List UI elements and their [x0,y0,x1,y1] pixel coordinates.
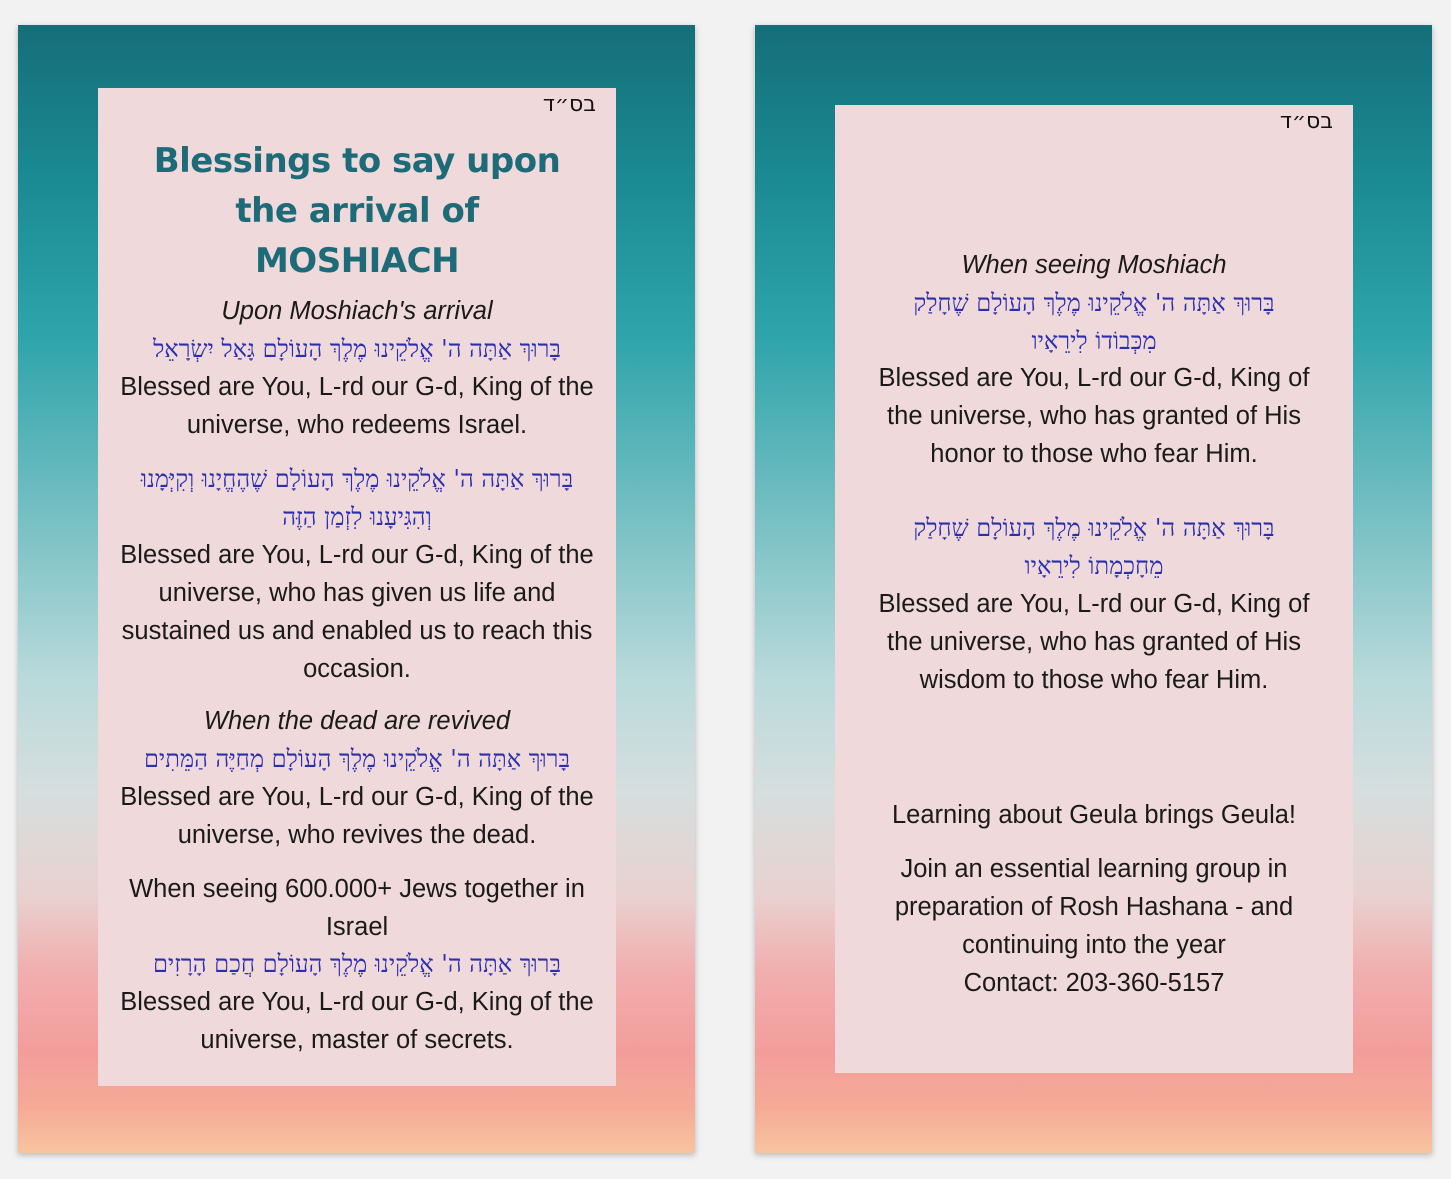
english-line: occasion. [303,655,411,683]
english-line: the universe, who has granted of His [887,402,1301,430]
english-line: universe, who revives the dead. [177,821,537,849]
join-line: preparation of Rosh Hashana - and [894,893,1294,921]
hebrew-blessing [98,330,616,368]
join-line: Join an essential learning group in [900,855,1288,883]
section-heading [98,870,616,946]
english-line: Blessed are You, L-rd our G-d, King of [878,590,1310,618]
english-line: Blessed are You, L-rd our G-d, King of [878,364,1310,392]
hebrew-line: בָּרוּךְ אַתָּה ה' אֱלֹקֵינוּ מֶלֶךְ הָעוֹלָם גָּאַל יִשְׂרָאֵל [153,335,561,363]
page-title [98,136,616,286]
left-card [18,25,695,1153]
hebrew-line: בָּרוּךְ אַתָּה ה' אֱלֹקֵינוּ מֶלֶךְ הָעוֹלָם שֶׁחָלַק [913,514,1275,542]
hebrew-blessing [835,284,1353,360]
hebrew-line: בָּרוּךְ אַתָּה ה' אֱלֹקֵינוּ מֶלֶךְ הָעוֹלָם חֲכַם הָרָזִים [152,950,562,978]
section-heading: When seeing Moshiach [961,251,1227,279]
english-line: Blessed are You, L-rd our G-d, King of the [120,988,594,1016]
english-blessing [98,368,616,444]
english-line: the universe, who has granted of His [887,628,1301,656]
english-blessing [98,536,616,688]
hebrew-line: בָּרוּךְ אַתָּה ה' אֱלֹקֵינוּ מֶלֶךְ הָעוֹלָם שֶׁחָלַק [913,289,1275,317]
heading-line: Israel [325,913,389,941]
hebrew-line: בָּרוּךְ אַתָּה ה' אֱלֹקֵינוּ מֶלֶךְ הָעוֹלָם שֶׁהֶחֱיָנוּ וְקִיְּמָנוּ [140,465,574,493]
hebrew-blessing [835,509,1353,585]
hebrew-blessing [98,460,616,536]
left-card-panel [98,88,616,1086]
english-line: Blessed are You, L-rd our G-d, King of the [120,373,594,401]
hebrew-blessing [98,945,616,983]
english-line: universe, who redeems Israel. [186,411,528,439]
join-line: continuing into the year [962,931,1226,959]
english-blessing [835,359,1353,473]
english-line: universe, master of secrets. [200,1026,514,1054]
contact-line: Contact: 203-360-5157 [963,969,1225,997]
section-heading: When the dead are revived [203,707,511,735]
english-line: Blessed are You, L-rd our G-d, King of the [120,541,594,569]
hebrew-blessing [98,740,616,778]
hebrew-line: מִכְּבוֹדוֹ לִירֵאָיו [1031,327,1157,355]
join-group-info [835,850,1353,1002]
english-blessing [98,778,616,854]
bsd-mark: בס״ד [542,92,596,117]
english-blessing [835,585,1353,699]
title-line: the arrival of [235,191,479,231]
right-card [755,25,1432,1153]
right-card-panel [835,105,1353,1073]
english-blessing [98,983,616,1059]
english-line: wisdom to those who fear Him. [919,666,1269,694]
english-line: universe, who has given us life and [158,579,556,607]
english-line: sustained us and enabled us to reach this [121,617,593,645]
heading-line: When seeing 600.000+ Jews together in [129,875,585,903]
title-line: Blessings to say upon [153,141,561,181]
english-line: Blessed are You, L-rd our G-d, King of the [120,783,594,811]
bsd-mark: בס״ד [1279,109,1333,134]
hebrew-line: וְהִגִּיעָנוּ לִזְמַן הַזֶּה [282,503,432,531]
learning-line: Learning about Geula brings Geula! [891,801,1297,829]
english-line: honor to those who fear Him. [930,440,1258,468]
hebrew-line: בָּרוּךְ אַתָּה ה' אֱלֹקֵינוּ מֶלֶךְ הָעוֹלָם מְחַיֶּה הַמֵּתִים [143,745,571,773]
title-line: MOSHIACH [254,241,460,281]
hebrew-line: מֵחָכְמָתוֹ לִירֵאָיו [1024,552,1164,580]
section-heading: Upon Moshiach's arrival [221,297,493,325]
